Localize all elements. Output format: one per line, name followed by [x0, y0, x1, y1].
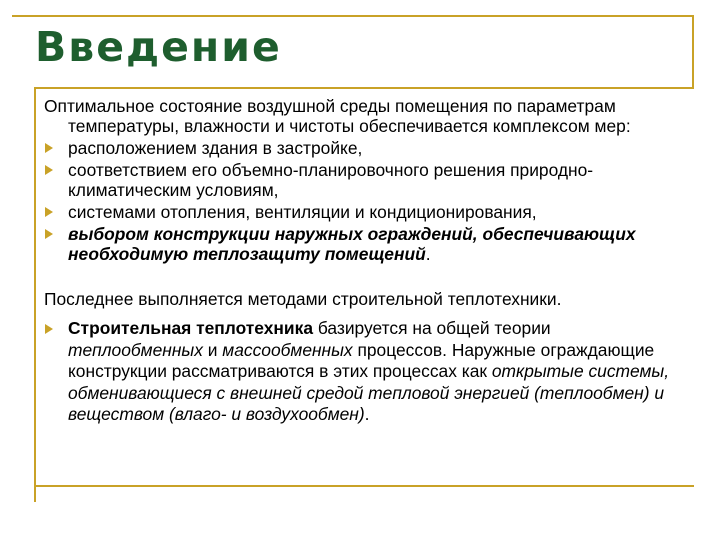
bullet-icon	[45, 229, 53, 239]
list-item	[44, 160, 690, 200]
emphasized-text: выбором конструкции наружных ограждений, обеспечивающих необходимую теплозащиту помещений	[68, 224, 636, 264]
list-item	[44, 138, 690, 158]
italic-term: массообменных	[222, 339, 353, 360]
theory-list	[44, 318, 690, 426]
top-right-border-line	[692, 15, 694, 87]
list-item-text: расположением здания в застройке,	[68, 138, 363, 158]
intro-paragraph: Оптимальное состояние воздушной среды помещения по параметрам температуры, влажности и чистоты обеспечивается комплексом мер:	[44, 96, 631, 136]
top-border-line	[12, 15, 694, 17]
bullet-icon	[45, 207, 53, 217]
list-item	[44, 318, 690, 426]
list-item	[44, 224, 690, 264]
text-segment: .	[364, 404, 370, 424]
list-item-text: соответствием его объемно-планировочного решения природно-климатическим условиям,	[68, 160, 594, 200]
italic-term: теплообменных	[68, 339, 203, 360]
text-segment: базируется на общей теории	[313, 318, 551, 338]
measures-list	[44, 138, 690, 264]
italic-term: открытые системы, обменивающиеся с внешней средой тепловой энергией (теплообмен) и веществом (влаго- и воздухообмен)	[68, 361, 670, 424]
title-divider-line	[34, 87, 694, 89]
list-item	[44, 202, 690, 222]
bullet-icon	[45, 324, 53, 334]
bullet-icon	[45, 165, 53, 175]
text-segment: и	[202, 339, 223, 360]
list-item-text: .	[425, 244, 431, 264]
slide-title: Введение	[35, 23, 282, 71]
text-segment: процессов. Наружные ограждающие конструкции рассматриваются в этих процессах как	[68, 339, 655, 381]
list-item-text: системами отопления, вентиляции и кондиционирования,	[68, 202, 537, 222]
bottom-border-line	[34, 485, 694, 487]
second-paragraph: Последнее выполняется методами строительной теплотехники.	[44, 289, 562, 309]
bullet-icon	[45, 143, 53, 153]
slide-body	[44, 96, 690, 426]
left-border-line	[34, 88, 36, 502]
term-bold: Строительная теплотехника	[68, 318, 313, 338]
